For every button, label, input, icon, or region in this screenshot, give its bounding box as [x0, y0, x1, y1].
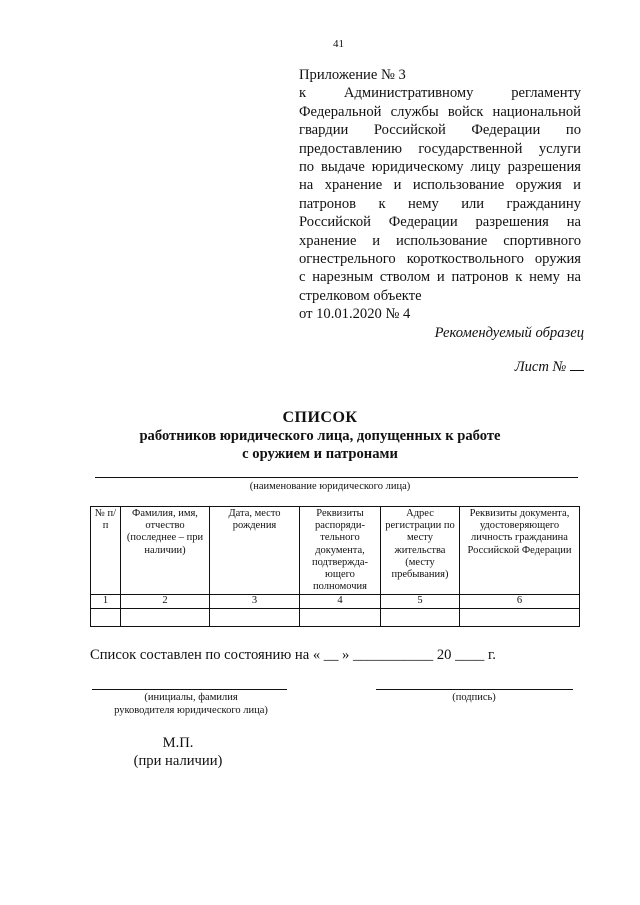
compiled-as-of-line: Список составлен по состоянию на « __ » ___________ 20 ____ г. — [90, 647, 496, 663]
column-number: 3 — [210, 595, 300, 608]
column-header: Адрес регистрации по месту жительства (месту пребывания) — [381, 507, 460, 595]
appendix-header — [299, 66, 581, 323]
org-name-caption: (наименование юридического лица) — [249, 481, 411, 492]
sheet-number-blank — [570, 358, 584, 371]
column-number: 6 — [460, 595, 580, 608]
table-numbering-row — [91, 595, 580, 608]
column-header: Реквизиты распоряди-тельного документа, подтвержда-ющего полномочия — [300, 507, 381, 595]
column-number: 1 — [91, 595, 121, 608]
column-header: № п/п — [91, 507, 121, 595]
table-header-row — [91, 507, 580, 595]
stamp-place — [128, 734, 228, 770]
head-name-caption-line: руководителя юридического лица) — [114, 704, 268, 716]
table-cell — [381, 608, 460, 626]
table-row — [91, 608, 580, 626]
signature-caption: (подпись) — [452, 692, 496, 703]
appendix-line: по выдаче юридическому лицу разрешения — [299, 158, 581, 175]
page-number: 41 — [333, 38, 344, 50]
appendix-line: стрелковом объекте — [299, 287, 422, 304]
sheet-label: Лист № — [514, 359, 567, 375]
org-name-line — [95, 477, 578, 478]
appendix-line: Федеральной службы войск национальной — [299, 103, 581, 120]
column-number: 5 — [381, 595, 460, 608]
head-name-caption-line: (инициалы, фамилия — [144, 692, 238, 703]
appendix-line: патронов к нему или гражданину — [299, 195, 581, 212]
recommended-sample-label: Рекомендуемый образец — [434, 325, 584, 341]
appendix-line: огнестрельного короткоствольного оружия — [299, 250, 581, 267]
appendix-line: хранение и использование спортивного — [299, 232, 581, 249]
table-cell — [300, 608, 381, 626]
name-signature-line — [92, 689, 287, 690]
document-subtitle: работников юридического лица, допущенных к работе — [139, 428, 501, 444]
stamp-note: (при наличии) — [133, 753, 223, 769]
appendix-line: на хранение и использование оружия и — [299, 177, 581, 194]
table-cell — [91, 608, 121, 626]
column-number: 4 — [300, 595, 381, 608]
document-title: СПИСОК — [282, 409, 358, 426]
appendix-line: от 10.01.2020 № 4 — [299, 306, 411, 323]
document-subtitle: с оружием и патронами — [242, 446, 398, 462]
column-header: Фамилия, имя, отчество (последнее – при наличии) — [121, 507, 210, 595]
appendix-line: с нарезным стволом и патронов к нему на — [299, 269, 581, 286]
stamp-label: М.П. — [162, 735, 194, 751]
employees-table — [90, 506, 580, 627]
appendix-line: Российской Федерации разрешения на — [299, 214, 581, 231]
table-cell — [210, 608, 300, 626]
appendix-line: к Административному регламенту — [299, 85, 581, 102]
table-cell — [121, 608, 210, 626]
appendix-line: Приложение № 3 — [299, 67, 406, 83]
appendix-line: предоставлению государственной услуги — [299, 140, 581, 157]
column-number: 2 — [121, 595, 210, 608]
table-cell — [460, 608, 580, 626]
appendix-line: гвардии Российской Федерации по — [299, 122, 581, 139]
column-header: Дата, место рождения — [210, 507, 300, 595]
column-header: Реквизиты документа, удостоверяющего личность гражданина Российской Федерации — [460, 507, 580, 595]
head-name-caption — [96, 692, 286, 717]
signature-line — [376, 689, 573, 690]
sheet-number — [515, 358, 584, 376]
